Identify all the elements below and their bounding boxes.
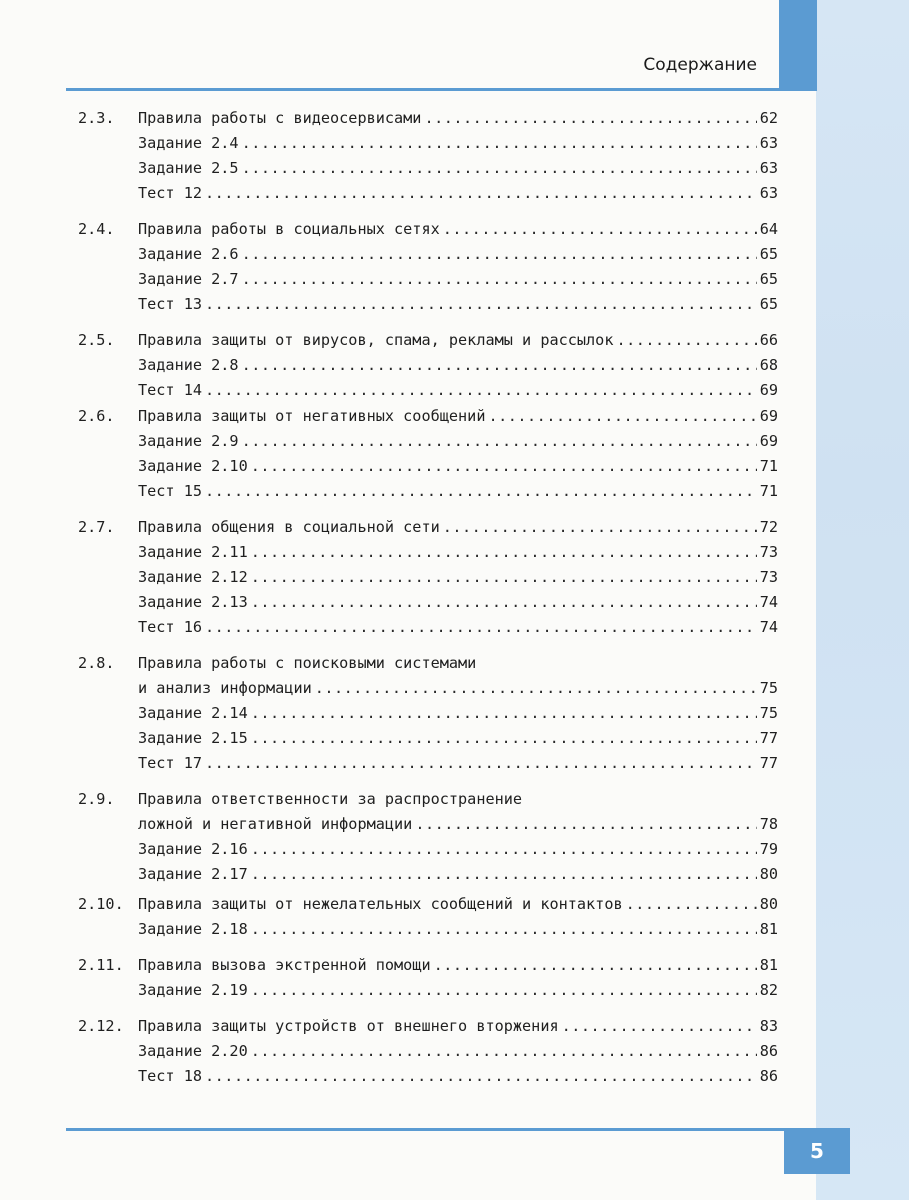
toc-subentry-row — [78, 676, 778, 700]
toc-section-row — [78, 106, 778, 130]
toc-subentry-row — [78, 615, 778, 639]
toc-page-number: 77 — [759, 729, 778, 747]
toc-page-number: 65 — [759, 270, 778, 288]
toc-subentry-row — [78, 565, 778, 589]
toc-subentry-row — [78, 701, 778, 725]
toc-page-number: 80 — [759, 895, 778, 913]
toc-entry-title: Задание 2.10 — [138, 457, 248, 475]
toc-subentry-row — [78, 590, 778, 614]
toc-dot-leader — [424, 106, 756, 130]
toc-section-number: 2.6. — [78, 407, 115, 425]
toc-section-row — [78, 651, 778, 675]
toc-entry-title: Тест 14 — [138, 381, 203, 399]
toc-subentry-row — [78, 267, 778, 291]
toc-entry-title: Задание 2.8 — [138, 356, 239, 374]
toc-entry-title: Правила защиты устройств от внешнего вторжения — [138, 1017, 559, 1035]
toc-page-number: 86 — [759, 1042, 778, 1060]
toc-dot-leader — [251, 978, 757, 1002]
toc-page-number: 78 — [759, 815, 778, 833]
toc-dot-leader — [443, 217, 757, 241]
toc-entry-title: Задание 2.17 — [138, 865, 248, 883]
toc-dot-leader — [242, 242, 757, 266]
toc-dot-leader — [434, 953, 757, 977]
toc-dot-leader — [251, 565, 757, 589]
toc-subentry-row — [78, 242, 778, 266]
toc-dot-leader — [205, 378, 757, 402]
toc-entry-title: Задание 2.18 — [138, 920, 248, 938]
toc-section-number: 2.10. — [78, 895, 124, 913]
toc-entry-title: Тест 13 — [138, 295, 203, 313]
toc-section-number: 2.4. — [78, 220, 115, 238]
toc-page-number: 65 — [759, 295, 778, 313]
toc-entry-title: Задание 2.4 — [138, 134, 239, 152]
toc-page-number: 62 — [759, 109, 778, 127]
toc-page-number: 74 — [759, 618, 778, 636]
toc-page-number: 72 — [759, 518, 778, 536]
toc-section-number: 2.9. — [78, 790, 115, 808]
toc-subentry-row — [78, 353, 778, 377]
toc-entry-title: ложной и негативной информации — [138, 815, 413, 833]
toc-subentry-row — [78, 917, 778, 941]
toc-dot-leader — [626, 892, 757, 916]
toc-entry-title: Правила работы в социальных сетях — [138, 220, 440, 238]
toc-entry-title: Задание 2.16 — [138, 840, 248, 858]
toc-dot-leader — [242, 429, 757, 453]
toc-entry-title: Правила общения в социальной сети — [138, 518, 440, 536]
toc-entry-title: Правила защиты от негативных сообщений — [138, 407, 486, 425]
toc-dot-leader — [251, 454, 757, 478]
toc-dot-leader — [562, 1014, 757, 1038]
toc-entry-title: Тест 12 — [138, 184, 203, 202]
toc-subentry-row — [78, 156, 778, 180]
toc-dot-leader — [443, 515, 757, 539]
toc-subentry-row — [78, 978, 778, 1002]
toc-section-row — [78, 1014, 778, 1038]
toc-dot-leader — [616, 328, 756, 352]
toc-page-number: 63 — [759, 159, 778, 177]
toc-dot-leader — [488, 404, 756, 428]
toc-page-number: 80 — [759, 865, 778, 883]
toc-entry-title: Тест 15 — [138, 482, 203, 500]
toc-section-number: 2.8. — [78, 654, 115, 672]
toc-entry-title: Тест 16 — [138, 618, 203, 636]
toc-entry-title: Правила вызова экстренной помощи — [138, 956, 431, 974]
toc-dot-leader — [251, 1039, 757, 1063]
toc-subentry-row — [78, 862, 778, 886]
toc-subentry-row — [78, 479, 778, 503]
toc-section-number: 2.7. — [78, 518, 115, 536]
toc-page-number: 73 — [759, 543, 778, 561]
toc-page-number: 81 — [759, 920, 778, 938]
toc-subentry-row — [78, 837, 778, 861]
toc-dot-leader — [251, 837, 757, 861]
toc-subentry-row — [78, 181, 778, 205]
toc-dot-leader — [242, 131, 757, 155]
toc-entry-title: Задание 2.20 — [138, 1042, 248, 1060]
toc-section-row — [78, 217, 778, 241]
toc-page-number: 68 — [759, 356, 778, 374]
toc-page-number: 69 — [759, 407, 778, 425]
toc-page-number: 86 — [759, 1067, 778, 1085]
toc-dot-leader — [242, 353, 757, 377]
toc-entry-title: Правила защиты от вирусов, спама, рекламы и рассылок — [138, 331, 614, 349]
toc-page-number: 74 — [759, 593, 778, 611]
toc-section-number: 2.12. — [78, 1017, 124, 1035]
footer-rule — [66, 1128, 784, 1131]
toc-subentry-row — [78, 726, 778, 750]
toc-page-number: 77 — [759, 754, 778, 772]
toc-dot-leader — [205, 181, 757, 205]
toc-subentry-row — [78, 454, 778, 478]
toc-subentry-row — [78, 131, 778, 155]
toc-page-number: 64 — [759, 220, 778, 238]
toc-section-number: 2.11. — [78, 956, 124, 974]
toc-dot-leader — [251, 701, 757, 725]
toc-entry-title: Задание 2.7 — [138, 270, 239, 288]
toc-subentry-row — [78, 751, 778, 775]
toc-entry-title: Задание 2.5 — [138, 159, 239, 177]
toc-page-number: 73 — [759, 568, 778, 586]
toc-section-row — [78, 787, 778, 811]
toc-entry-title: Задание 2.12 — [138, 568, 248, 586]
toc-dot-leader — [205, 479, 757, 503]
running-header-title: Содержание — [643, 55, 757, 75]
toc-dot-leader — [242, 267, 757, 291]
toc-page-number: 75 — [759, 679, 778, 697]
toc-dot-leader — [315, 676, 757, 700]
toc-entry-title: Тест 17 — [138, 754, 203, 772]
toc-entry-title: Задание 2.9 — [138, 432, 239, 450]
toc-dot-leader — [205, 292, 757, 316]
toc-entry-title: Задание 2.6 — [138, 245, 239, 263]
toc-page-number: 63 — [759, 184, 778, 202]
toc-page-number: 82 — [759, 981, 778, 999]
toc-dot-leader — [251, 540, 757, 564]
toc-entry-title: и анализ информации — [138, 679, 312, 697]
toc-entry-title: Правила защиты от нежелательных сообщений и контактов — [138, 895, 623, 913]
toc-dot-leader — [205, 751, 757, 775]
toc-section-row — [78, 404, 778, 428]
toc-entry-title: Правила ответственности за распространение — [138, 790, 523, 808]
toc-entry-title: Задание 2.19 — [138, 981, 248, 999]
toc-page-number: 75 — [759, 704, 778, 722]
toc-entry-title: Правила работы с поисковыми системами — [138, 654, 477, 672]
toc-entry-title: Задание 2.11 — [138, 543, 248, 561]
toc-entry-title: Тест 18 — [138, 1067, 203, 1085]
toc-page-number: 81 — [759, 956, 778, 974]
toc-subentry-row — [78, 429, 778, 453]
toc-page-number: 65 — [759, 245, 778, 263]
toc-dot-leader — [415, 812, 756, 836]
toc-page-number: 66 — [759, 331, 778, 349]
toc-entry-title: Правила работы с видеосервисами — [138, 109, 422, 127]
toc-dot-leader — [251, 590, 757, 614]
toc-dot-leader — [242, 156, 757, 180]
toc-section-row — [78, 953, 778, 977]
toc-section-row — [78, 328, 778, 352]
toc-subentry-row — [78, 1039, 778, 1063]
toc-subentry-row — [78, 1064, 778, 1088]
toc-page-number: 71 — [759, 482, 778, 500]
toc-section-number: 2.5. — [78, 331, 115, 349]
toc-dot-leader — [205, 1064, 757, 1088]
toc-dot-leader — [251, 862, 757, 886]
toc-dot-leader — [251, 917, 757, 941]
toc-page-number: 63 — [759, 134, 778, 152]
toc-page-number: 79 — [759, 840, 778, 858]
toc-subentry-row — [78, 812, 778, 836]
toc-entry-title: Задание 2.15 — [138, 729, 248, 747]
toc-entry-title: Задание 2.13 — [138, 593, 248, 611]
toc-page-number: 69 — [759, 381, 778, 399]
toc-dot-leader — [251, 726, 757, 750]
toc-section-number: 2.3. — [78, 109, 115, 127]
page-number: 5 — [784, 1128, 850, 1174]
toc-page-number: 69 — [759, 432, 778, 450]
toc-entry-title: Задание 2.14 — [138, 704, 248, 722]
toc-page-number: 71 — [759, 457, 778, 475]
toc-page-number: 83 — [759, 1017, 778, 1035]
toc-dot-leader — [205, 615, 757, 639]
toc-section-row — [78, 515, 778, 539]
toc-subentry-row — [78, 292, 778, 316]
toc-subentry-row — [78, 378, 778, 402]
toc-subentry-row — [78, 540, 778, 564]
toc-section-row — [78, 892, 778, 916]
